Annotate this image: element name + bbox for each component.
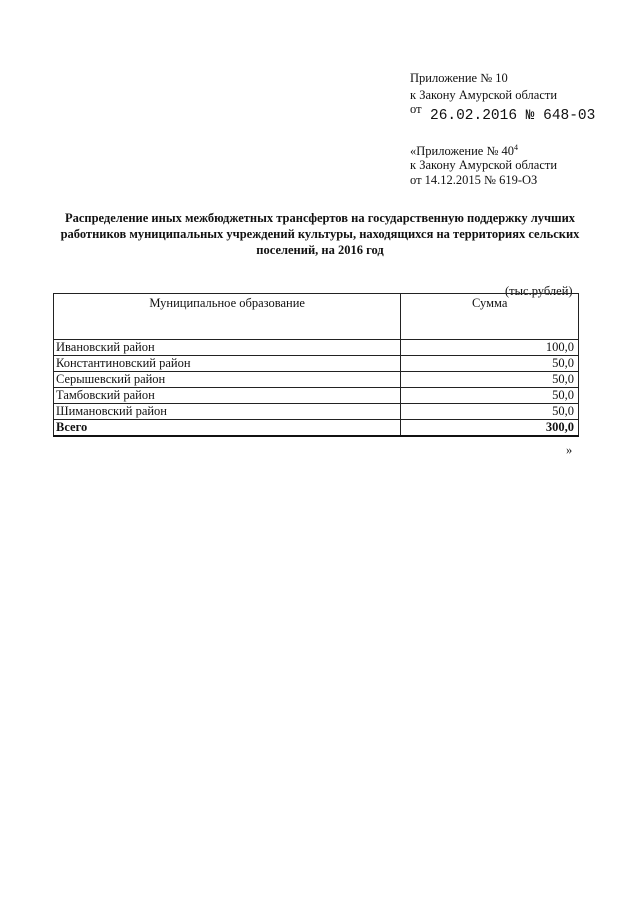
prior-appendix-superscript: 4 bbox=[514, 143, 519, 152]
appendix-law-reference: к Закону Амурской области bbox=[410, 88, 558, 102]
table-row bbox=[54, 340, 579, 356]
row-municipality: Ивановский район bbox=[54, 340, 401, 356]
appendix-date-stamp: 26.02.2016 № 648-03 bbox=[430, 108, 596, 124]
table-row bbox=[54, 372, 579, 388]
header-municipality: Муниципальное образование bbox=[54, 294, 401, 340]
row-municipality: Серышевский район bbox=[54, 372, 401, 388]
table-total-row bbox=[54, 420, 579, 437]
prior-law-date: от 14.12.2015 № 619-ОЗ bbox=[410, 173, 538, 187]
row-amount: 100,0 bbox=[401, 340, 579, 356]
row-amount: 50,0 bbox=[401, 372, 579, 388]
row-municipality: Тамбовский район bbox=[54, 388, 401, 404]
row-municipality: Шимановский район bbox=[54, 404, 401, 420]
table-row bbox=[54, 404, 579, 420]
prior-law-reference: к Закону Амурской области bbox=[410, 158, 558, 172]
units-label: (тыс.рублей) bbox=[505, 284, 573, 298]
table-row bbox=[54, 388, 579, 404]
appendix-date-label: от bbox=[410, 102, 422, 116]
transfers-table bbox=[53, 293, 579, 437]
row-amount: 50,0 bbox=[401, 404, 579, 420]
row-amount: 50,0 bbox=[401, 356, 579, 372]
header-amount: Сумма bbox=[401, 294, 579, 340]
document-title: Распределение иных межбюджетных трансфертов на государственную поддержку лучших работников муниципальных учреждений культуры, находящихся на территориях сельских поселений, на 2016 год bbox=[60, 211, 580, 257]
table-header-row bbox=[54, 294, 579, 340]
total-label: Всего bbox=[54, 420, 401, 437]
prior-appendix-number: «Приложение № 40 bbox=[410, 144, 515, 159]
total-amount: 300,0 bbox=[401, 420, 579, 437]
table-row bbox=[54, 356, 579, 372]
closing-quote: » bbox=[566, 443, 573, 457]
row-municipality: Константиновский район bbox=[54, 356, 401, 372]
appendix-number: Приложение № 10 bbox=[410, 71, 508, 85]
row-amount: 50,0 bbox=[401, 388, 579, 404]
